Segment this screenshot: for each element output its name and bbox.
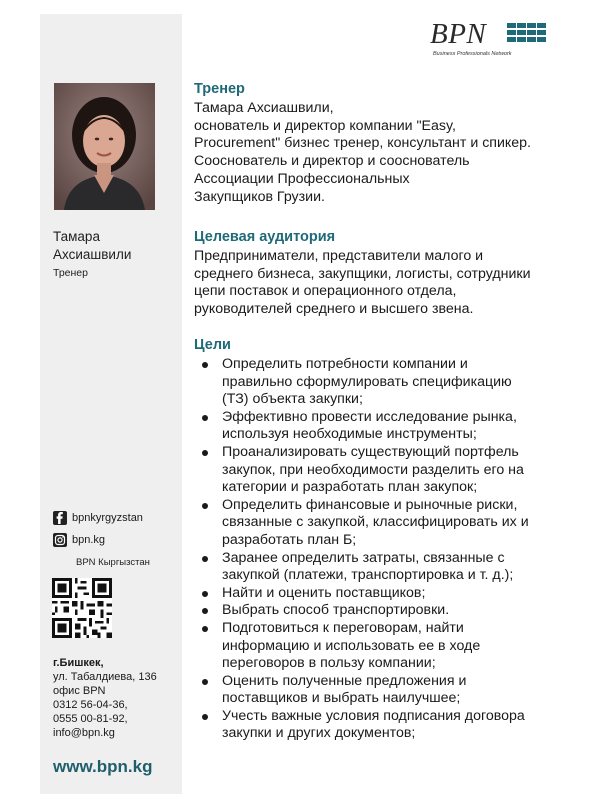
logo-subtitle: Business Professionals Network <box>433 51 512 57</box>
phone-1: 0312 56-04-36, <box>53 699 128 711</box>
audience-line: руководителей среднего и высшего звена. <box>194 301 474 318</box>
bpn-logo <box>430 18 548 58</box>
bullet-icon <box>202 679 208 685</box>
bio-line: Сооснователь и директор и сооснователь <box>194 153 470 170</box>
trainer-last-name: Ахсиашвили <box>53 247 132 262</box>
goal-item: Заранее определить затраты, связанные с закупкой (платежи, транспортировка и т. д.); <box>194 550 586 585</box>
bio-line: Ассоциации Профессиональных <box>194 170 410 187</box>
bio-line: Procurement" бизнес тренер, консультант и спикер. <box>194 135 531 152</box>
brand-name: BPN Кыргызстан <box>76 557 150 568</box>
bio-line: основатель и директор компании "Easy, <box>194 117 456 134</box>
audience-heading: Целевая аудитория <box>194 229 336 245</box>
facebook-link[interactable] <box>53 511 143 525</box>
audience-line: Предприниматели, представители малого и <box>194 248 484 264</box>
bullet-icon <box>202 503 208 509</box>
facebook-handle: bpnkyrgyzstan <box>72 512 143 524</box>
facebook-icon <box>53 511 67 525</box>
logo-grid-icon <box>507 23 546 43</box>
email-link[interactable]: info@bpn.kg <box>53 727 115 739</box>
trainer-bio <box>194 100 531 206</box>
instagram-handle: bpn.kg <box>72 534 106 546</box>
goal-item: Выбрать способ транспортировки. <box>194 602 586 620</box>
goal-item: Проанализировать существующий портфель закупок, при необходимости разделить его на категории и разработать план закупок; <box>194 444 586 497</box>
goal-item: Подготовиться к переговорам, найти информацию и использовать ее в ходе переговоров в пользу компании; <box>194 620 586 673</box>
trainer-name <box>53 228 131 264</box>
audience-line: цепи поставок и операционного отдела, <box>194 283 457 300</box>
address-street: ул. Табалдиева, 136 <box>53 671 157 683</box>
bullet-icon <box>202 591 208 597</box>
bio-line: Тамара Ахсиашвили, <box>194 100 334 116</box>
trainer-first-name: Тамара <box>53 229 100 244</box>
goal-item: Учесть важные условия подписания договора закупки и других документов; <box>194 708 586 743</box>
website-link[interactable]: www.bpn.kg <box>53 757 153 776</box>
instagram-icon <box>53 533 67 547</box>
audience-line: среднего бизнеса, закупщики, логисты, сотрудники <box>194 265 531 282</box>
goal-item: Эффективно провести исследование рынка, используя необходимые инструменты; <box>194 409 586 444</box>
goals-heading: Цели <box>194 337 231 353</box>
qr-code-icon <box>52 578 112 638</box>
bullet-icon <box>202 626 208 632</box>
instagram-link[interactable] <box>53 533 105 547</box>
bullet-icon <box>202 608 208 614</box>
bullet-icon <box>202 362 208 368</box>
phone-2: 0555 00-81-92, <box>53 713 128 725</box>
bullet-icon <box>202 714 208 720</box>
goal-item: Найти и оценить поставщиков; <box>194 585 586 603</box>
city-label: г.Бишкек, <box>53 657 104 669</box>
contact-address <box>53 656 157 740</box>
trainer-role: Тренер <box>53 267 88 279</box>
bullet-icon <box>202 450 208 456</box>
logo-text: BPN <box>430 18 487 50</box>
trainer-photo <box>54 83 155 210</box>
goal-item: Определить финансовые и рыночные риски, связанные с закупкой, классифицировать их и разработать план Б; <box>194 497 586 550</box>
bullet-icon <box>202 556 208 562</box>
bio-line: Закупщиков Грузии. <box>194 188 325 205</box>
goal-item: Оценить полученные предложения и поставщиков и выбрать наилучшее; <box>194 673 586 708</box>
trainer-heading: Тренер <box>194 81 245 97</box>
audience-text <box>194 248 531 319</box>
goals-list <box>194 356 586 743</box>
bullet-icon <box>202 415 208 421</box>
goal-item: Определить потребности компании и правильно сформулировать спецификацию (ТЗ) объекта закупки; <box>194 356 586 409</box>
address-office: офис BPN <box>53 685 106 697</box>
